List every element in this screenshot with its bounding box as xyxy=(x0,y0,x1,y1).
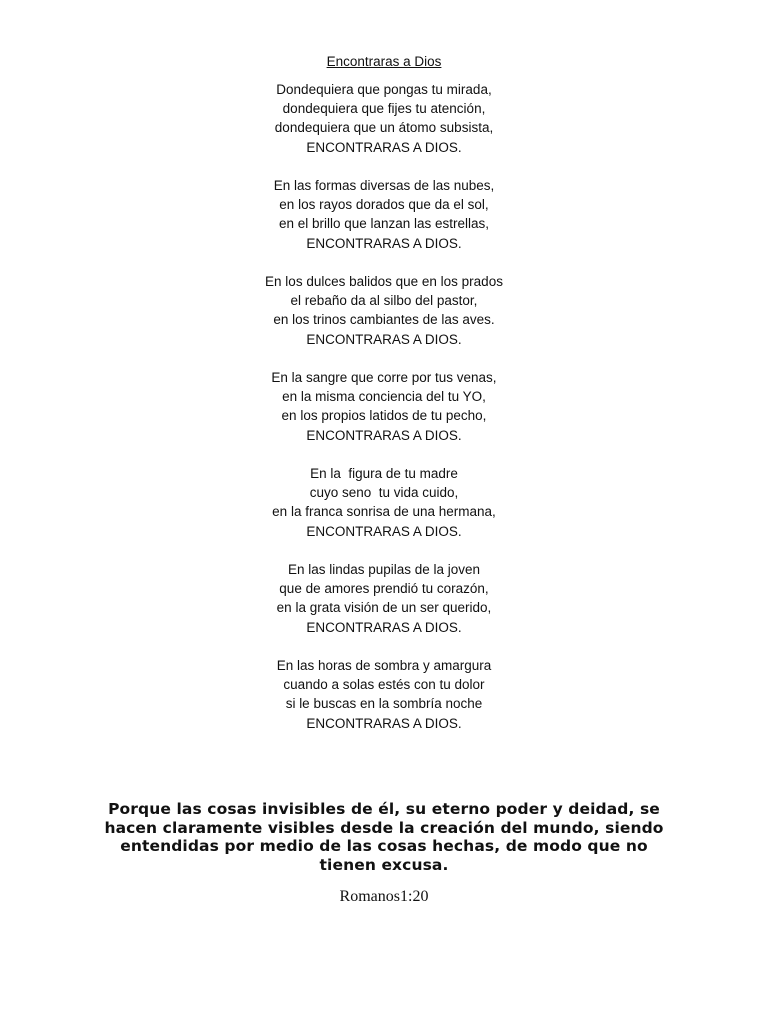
poem-line: ENCONTRARAS A DIOS. xyxy=(306,715,462,731)
poem-line: ENCONTRARAS A DIOS. xyxy=(306,331,462,347)
poem-body xyxy=(0,80,768,752)
poem-line: En la figura de tu madre xyxy=(310,466,458,481)
poem-line: en los trinos cambiantes de las aves. xyxy=(273,312,495,328)
poem-line: en la franca sonrisa de una hermana, xyxy=(272,504,496,520)
poem-line: en la grata visión de un ser querido, xyxy=(276,600,492,616)
poem-line: En los dulces balidos que en los prados xyxy=(265,274,503,289)
poem-stanza xyxy=(0,656,768,733)
poem-stanza xyxy=(0,80,768,157)
poem-line: que de amores prendió tu corazón, xyxy=(279,581,489,597)
poem-line: ENCONTRARAS A DIOS. xyxy=(306,619,462,635)
poem-stanza xyxy=(0,560,768,637)
poem-line: En las horas de sombra y amargura xyxy=(276,658,492,673)
poem-title: Encontraras a Dios xyxy=(326,54,442,69)
poem-line: En las lindas pupilas de la joven xyxy=(287,562,481,577)
poem-line: dondequiera que fijes tu atención, xyxy=(282,101,486,117)
poem-stanza xyxy=(0,272,768,349)
poem-line: en los propios latidos de tu pecho, xyxy=(281,408,487,424)
poem-line: dondequiera que un átomo subsista, xyxy=(274,120,494,136)
poem-stanza xyxy=(0,368,768,445)
poem-stanza xyxy=(0,464,768,541)
poem-line: En las formas diversas de las nubes, xyxy=(273,178,495,193)
poem-line: si le buscas en la sombría noche xyxy=(285,696,483,712)
poem-line: ENCONTRARAS A DIOS. xyxy=(306,523,462,539)
poem-stanza xyxy=(0,176,768,253)
verse-reference: Romanos1:20 xyxy=(339,888,429,905)
poem-line: Dondequiera que pongas tu mirada, xyxy=(276,82,492,97)
poem-line: en la misma conciencia del tu YO, xyxy=(282,389,486,405)
poem-line: ENCONTRARAS A DIOS. xyxy=(306,427,462,443)
poem-line: en el brillo que lanzan las estrellas, xyxy=(278,216,490,232)
poem-line: cuando a solas estés con tu dolor xyxy=(283,677,485,693)
poem-line: ENCONTRARAS A DIOS. xyxy=(306,235,462,251)
poem-line: el rebaño da al silbo del pastor, xyxy=(290,293,478,309)
poem-line: cuyo seno tu vida cuido, xyxy=(309,485,459,501)
poem-line: ENCONTRARAS A DIOS. xyxy=(306,139,462,155)
poem-line: En la sangre que corre por tus venas, xyxy=(271,370,497,385)
poem-line: en los rayos dorados que da el sol, xyxy=(279,197,489,213)
bible-verse: Porque las cosas invisibles de él, su eterno poder y deidad, se hacen claramente visibles desde la creación del mundo, siendo entendidas por medio de las cosas hechas, de modo que no tienen excusa. xyxy=(104,800,664,874)
